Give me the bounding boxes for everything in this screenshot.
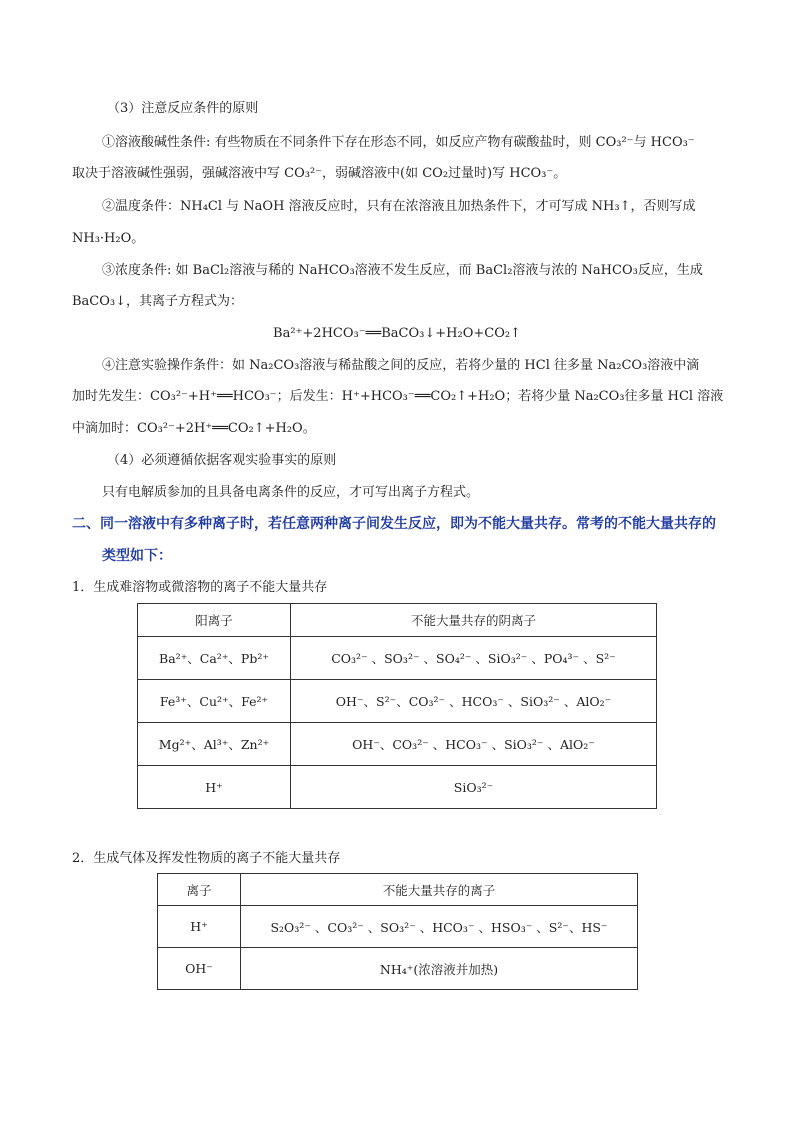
paragraph-operation-condition-cont2: 中滴加时：CO₃²⁻+2H⁺══CO₂↑+H₂O。 bbox=[72, 421, 316, 436]
paragraph-operation-condition: ④注意实验操作条件：如 Na₂CO₃溶液与稀盐酸之间的反应，若将少量的 HCl 往多量 Na₂CO₃溶液中滴 bbox=[102, 358, 700, 373]
table-cell: S₂O₃²⁻ 、CO₃²⁻ 、SO₃²⁻ 、HCO₃⁻ 、HSO₃⁻ 、S²⁻、HS⁻ bbox=[241, 906, 638, 948]
table-cell: Ba²⁺、Ca²⁺、Pb²⁺ bbox=[138, 637, 291, 680]
table-cell: NH₄⁺(浓溶液并加热) bbox=[241, 948, 638, 990]
table-header-row bbox=[158, 874, 638, 906]
section-heading-coexistence-cont: 类型如下： bbox=[102, 548, 172, 564]
table-header-row bbox=[138, 604, 657, 637]
table-row bbox=[138, 637, 657, 680]
paragraph-acidity-condition-cont: 取决于溶液碱性强弱，强碱溶液中写 CO₃²⁻，弱碱溶液中(如 CO₂过量时)写 HCO₃⁻。 bbox=[72, 166, 567, 181]
table-cell: CO₃²⁻ 、SO₃²⁻ 、SO₄²⁻ 、SiO₃²⁻ 、PO₄³⁻ 、S²⁻ bbox=[291, 637, 657, 680]
equation-baco3: Ba²⁺+2HCO₃⁻══BaCO₃↓+H₂O+CO₂↑ bbox=[273, 326, 521, 341]
table-header-cell: 不能大量共存的离子 bbox=[241, 874, 638, 906]
paragraph-electrolyte: 只有电解质参加的且具备电离条件的反应，才可写出离子方程式。 bbox=[102, 485, 480, 500]
paragraph-temperature-condition-cont: NH₃·H₂O。 bbox=[72, 231, 145, 246]
paragraph-operation-condition-cont: 加时先发生：CO₃²⁻+H⁺══HCO₃⁻；后发生：H⁺+HCO₃⁻══CO₂↑+H₂O；若将少量 Na₂CO₃往多量 HCl 溶液 bbox=[72, 389, 724, 404]
subheading-objective-facts: （4）必须遵循依据客观实验事实的原则 bbox=[107, 453, 337, 468]
table1-caption: 1．生成难溶物或微溶物的离子不能大量共存 bbox=[72, 580, 328, 595]
table-cell: H⁺ bbox=[158, 906, 241, 948]
table-cell: OH⁻ bbox=[158, 948, 241, 990]
table-row bbox=[158, 906, 638, 948]
table2-caption: 2．生成气体及挥发性物质的离子不能大量共存 bbox=[72, 851, 341, 866]
table-cell: Mg²⁺、Al³⁺、Zn²⁺ bbox=[138, 723, 291, 766]
table-cell: H⁺ bbox=[138, 766, 291, 809]
table-gas-ions bbox=[157, 873, 638, 990]
paragraph-concentration-condition: ③浓度条件: 如 BaCl₂溶液与稀的 NaHCO₃溶液不发生反应，而 BaCl₂溶液与浓的 NaHCO₃反应，生成 bbox=[102, 263, 703, 278]
table-header-cell: 阳离子 bbox=[138, 604, 291, 637]
table-cell: SiO₃²⁻ bbox=[291, 766, 657, 809]
section-heading-coexistence: 二、同一溶液中有多种离子时，若任意两种离子间发生反应，即为不能大量共存。常考的不能大量共存的 bbox=[72, 516, 716, 532]
subheading-reaction-conditions: （3）注意反应条件的原则 bbox=[107, 101, 259, 116]
paragraph-temperature-condition: ②温度条件：NH₄Cl 与 NaOH 溶液反应时，只有在浓溶液且加热条件下，才可写成 NH₃↑，否则写成 bbox=[102, 199, 696, 214]
table-row bbox=[158, 948, 638, 990]
table-header-cell: 不能大量共存的阴离子 bbox=[291, 604, 657, 637]
table-cell: Fe³⁺、Cu²⁺、Fe²⁺ bbox=[138, 680, 291, 723]
table-cell: OH⁻、S²⁻、CO₃²⁻ 、HCO₃⁻ 、SiO₃²⁻ 、AlO₂⁻ bbox=[291, 680, 657, 723]
table-precipitate-ions bbox=[137, 603, 657, 809]
table-header-cell: 离子 bbox=[158, 874, 241, 906]
table-cell: OH⁻、CO₃²⁻ 、HCO₃⁻ 、SiO₃²⁻ 、AlO₂⁻ bbox=[291, 723, 657, 766]
paragraph-acidity-condition: ①溶液酸碱性条件: 有些物质在不同条件下存在形态不同，如反应产物有碳酸盐时，则 CO₃²⁻与 HCO₃⁻ bbox=[102, 135, 695, 150]
table-row bbox=[138, 766, 657, 809]
paragraph-concentration-condition-cont: BaCO₃↓，其离子方程式为： bbox=[72, 294, 244, 309]
table-row bbox=[138, 680, 657, 723]
table-row bbox=[138, 723, 657, 766]
